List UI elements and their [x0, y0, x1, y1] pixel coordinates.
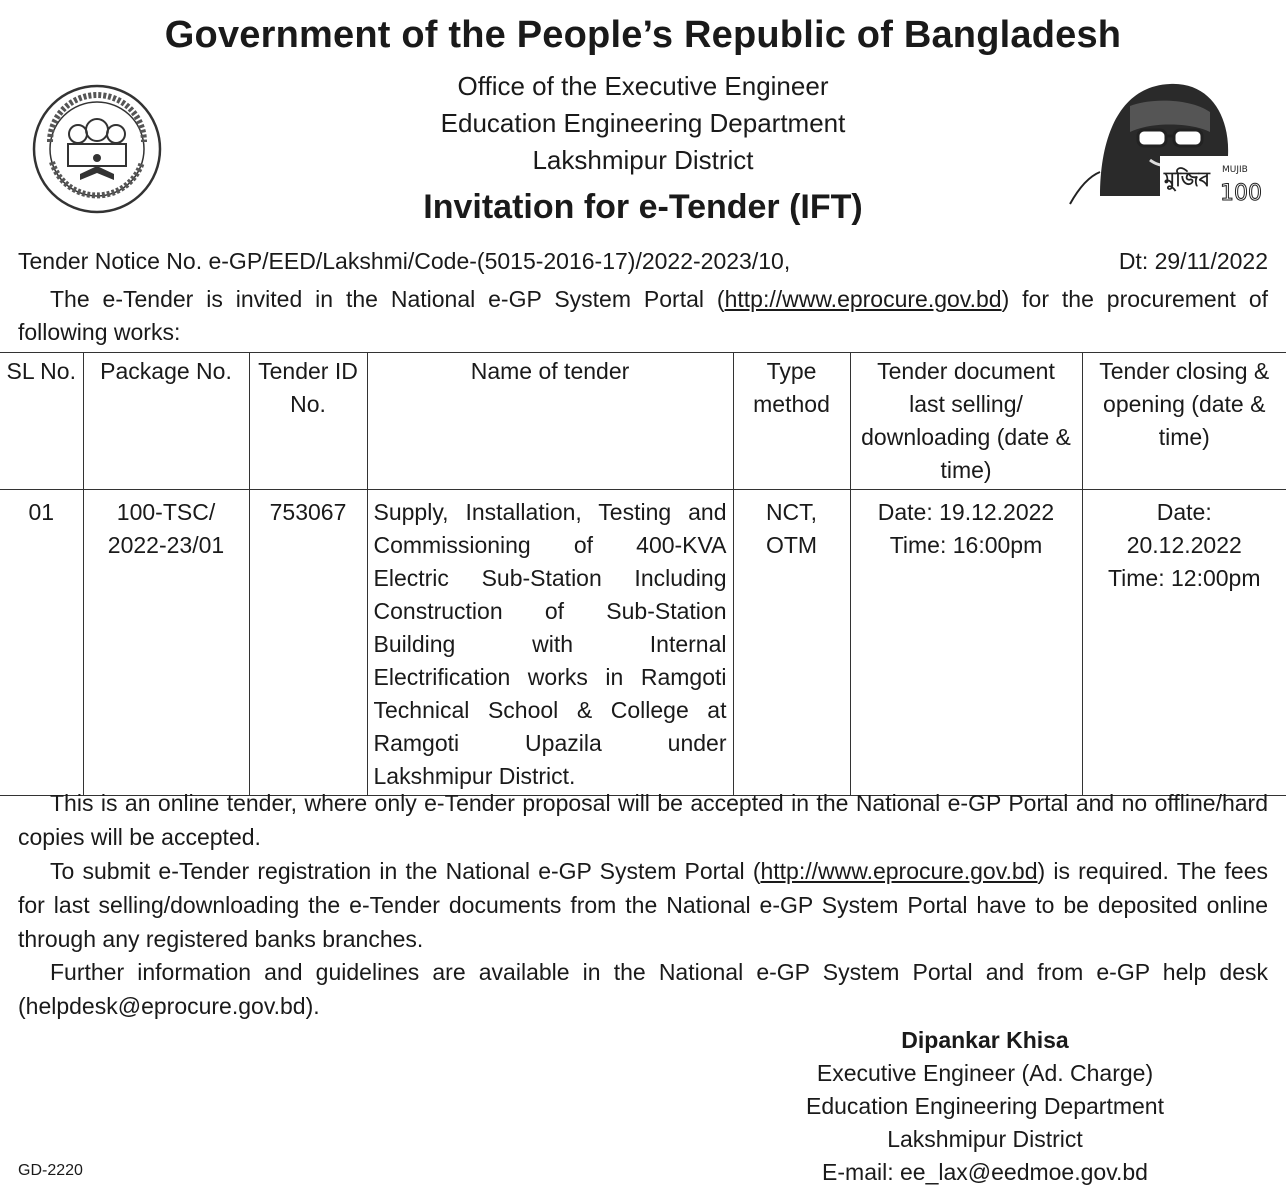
signatory-name: Dipankar Khisa	[901, 1027, 1069, 1053]
cell-last-selling	[850, 490, 1082, 796]
tender-notice-date: Dt: 29/11/2022	[1118, 248, 1268, 274]
cell-type-method: NCT, OTM	[733, 490, 850, 796]
tender-notice-number: Tender Notice No. e-GP/EED/Lakshmi/Code-(5015-2016-17)/2022-2023/10,	[18, 248, 791, 274]
signatory-district: Lakshmipur District	[887, 1126, 1083, 1152]
intro-text-end: ) for the procurement of following works:	[18, 286, 1268, 345]
header-sl-no: SL No.	[0, 353, 83, 490]
office-line-2: Education Engineering Department	[440, 108, 846, 138]
cell-sl-no: 01	[0, 490, 83, 796]
cell-package-no: 100-TSC/ 2022-23/01	[83, 490, 249, 796]
registration-text-end: ) is required. The fees for last selling/downloading the e-Tender documents from the National e-GP System Portal have to be deposited online through any registered banks branches.	[18, 858, 1268, 952]
online-tender-paragraph: This is an online tender, where only e-Tender proposal will be accepted in the National e-GP Portal and no offline/hard copies will be accepted.	[18, 790, 1268, 850]
table-header-row	[0, 353, 1286, 490]
footer-code: GD-2220	[18, 1162, 83, 1179]
svg-text:100: 100	[1220, 181, 1262, 206]
svg-text:মুজিব: মুজিব	[1164, 167, 1210, 191]
office-line-1: Office of the Executive Engineer	[457, 71, 829, 101]
eprocure-link-2[interactable]: http://www.eprocure.gov.bd	[760, 858, 1038, 884]
header-type-method: Type method	[733, 353, 850, 490]
registration-paragraph	[18, 854, 1268, 956]
cell-name-of-tender: Supply, Installation, Testing and Commissioning of 400-KVA Electric Sub-Station Including Construction of Sub-Station Building with Internal Electrification works in Ramgoti Technical School & College at Ramgoti Upazila under Lakshmipur District.	[367, 490, 733, 796]
cell-closing-opening	[1082, 490, 1286, 796]
svg-text:MUJIB: MUJIB	[1222, 165, 1248, 175]
header-package-no: Package No.	[83, 353, 249, 490]
header-name-of-tender: Name of tender	[367, 353, 733, 490]
selling-time: Time: 16:00pm	[889, 532, 1043, 558]
signatory-designation: Executive Engineer (Ad. Charge)	[816, 1060, 1154, 1086]
header-tender-id: Tender ID No.	[249, 353, 367, 490]
intro-text-start: The e-Tender is invited in the National e-GP System Portal (	[50, 286, 725, 312]
header-closing-opening: Tender closing & opening (date & time)	[1082, 353, 1286, 490]
cell-tender-id: 753067	[249, 490, 367, 796]
closing-time: Time: 12:00pm	[1107, 565, 1261, 591]
further-info-paragraph: Further information and guidelines are available in the National e-GP System Portal and from e-GP help desk (helpdesk@eprocure.gov.bd).	[18, 959, 1268, 1019]
eprocure-link[interactable]: http://www.eprocure.gov.bd	[724, 286, 1002, 312]
signatory-department: Education Engineering Department	[805, 1093, 1164, 1119]
table-row	[0, 490, 1286, 796]
notice-heading: Invitation for e-Tender (IFT)	[423, 188, 863, 226]
office-line-3: Lakshmipur District	[532, 145, 754, 175]
selling-date: Date: 19.12.2022	[877, 499, 1055, 525]
page-title: Government of the People’s Republic of Bangladesh	[164, 14, 1122, 56]
signatory-email: E-mail: ee_lax@eedmoe.gov.bd	[822, 1159, 1148, 1185]
registration-text-start: To submit e-Tender registration in the National e-GP System Portal (	[50, 858, 761, 884]
signatory-block	[760, 1024, 1210, 1189]
closing-date-label: Date:	[1156, 499, 1212, 525]
intro-paragraph	[18, 283, 1268, 349]
closing-date: 20.12.2022	[1126, 532, 1242, 558]
header-last-selling: Tender document last selling/ downloading (date & time)	[850, 353, 1082, 490]
tender-table	[0, 352, 1286, 796]
